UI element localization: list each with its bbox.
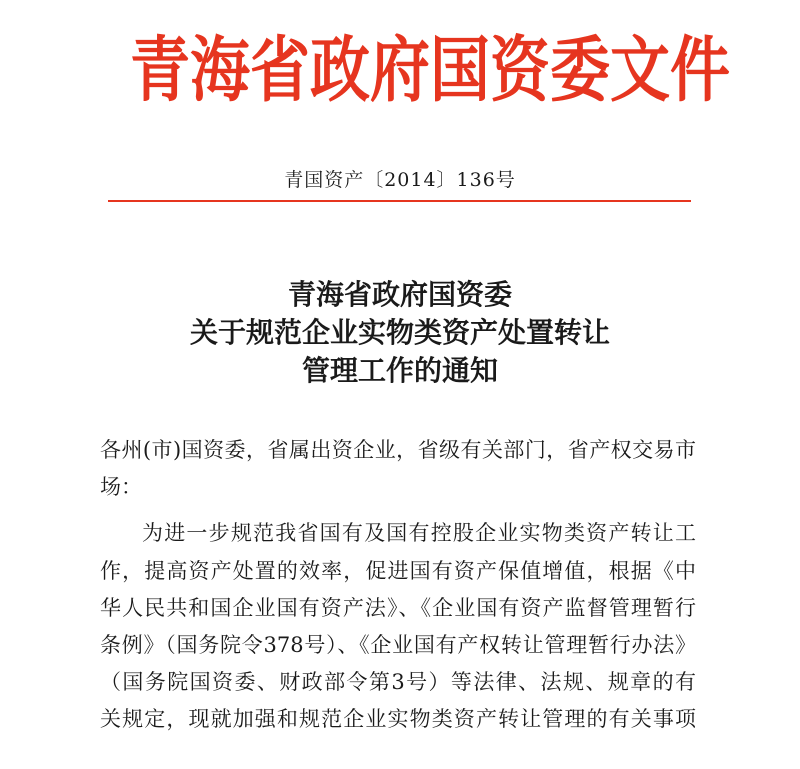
masthead-char: 国 xyxy=(430,29,490,113)
masthead-char: 资 xyxy=(490,29,550,113)
document-number: 青国资产〔2014〕136号 xyxy=(284,169,516,191)
title-line: 管理工作的通知 xyxy=(301,354,498,387)
document-masthead xyxy=(130,18,730,124)
masthead-char: 政 xyxy=(310,29,370,113)
body-paragraph xyxy=(100,515,696,738)
masthead-char: 件 xyxy=(670,29,730,113)
masthead-char: 委 xyxy=(550,29,610,113)
masthead-char: 海 xyxy=(190,29,250,113)
paragraph-line: （国务院国资委、财政部令第3号）等法律、法规、规章的有 xyxy=(100,670,696,694)
paragraph-line: 条例》（国务院令378号）、《企业国有产权转让管理暂行办法》 xyxy=(100,633,696,657)
paragraph-line: 关规定，现就加强和规范企业实物类资产转让管理的有关事项 xyxy=(100,707,696,731)
notice-title xyxy=(0,276,800,390)
masthead-char: 文 xyxy=(610,29,670,113)
masthead-char: 省 xyxy=(250,29,310,113)
title-line: 青海省政府国资委 xyxy=(287,278,512,311)
paragraph-line: 为进一步规范我省国有及国有控股企业实物类资产转让工 xyxy=(142,521,696,545)
masthead-char: 府 xyxy=(370,29,430,113)
paragraph-line: 华人民共和国企业国有资产法》、《企业国有资产监督管理暂行 xyxy=(100,596,696,620)
notice-body xyxy=(100,432,696,738)
red-divider-line xyxy=(108,200,691,202)
addressee-line: 场： xyxy=(100,475,142,499)
paragraph-line: 作，提高资产处置的效率，促进国有资产保值增值，根据《中 xyxy=(100,559,696,583)
masthead-char: 青 xyxy=(130,29,190,113)
title-line: 关于规范企业实物类资产处置转让 xyxy=(189,316,610,349)
addressee-line: 各州(市)国资委，省属出资企业，省级有关部门，省产权交易市 xyxy=(100,438,696,462)
